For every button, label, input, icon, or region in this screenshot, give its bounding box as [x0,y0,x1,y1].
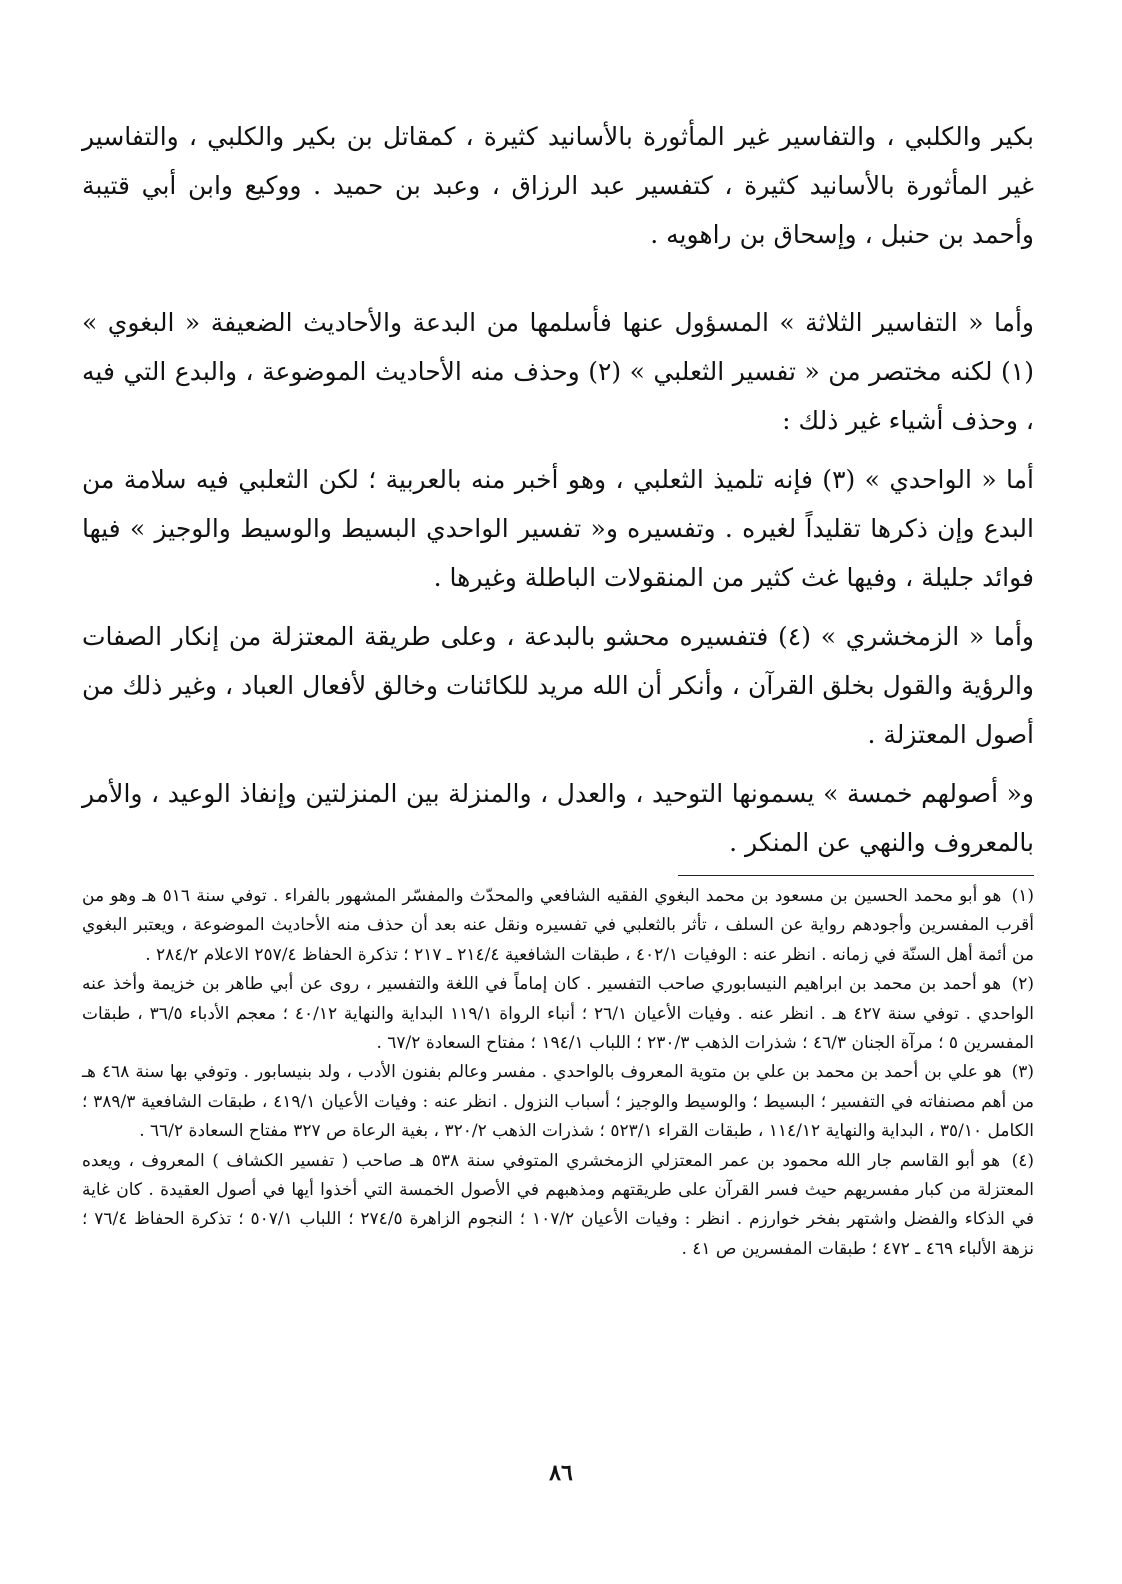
paragraph-3: أما « الواحدي » (٣) فإنه تلميذ الثعلبي ، وهو أخبر منه بالعربية ؛ لكن الثعلبي فيه سلامة من البدع وإن ذكرها تقليداً لغيره . وتفسيره و« تفسير الواحدي البسيط والوسيط والوجيز » فيها فوائد جليلة ، وفيها غث كثير من المنقولات الباطلة وغيرها . [82,465,1035,592]
paragraph-2: وأما « التفاسير الثلاثة » المسؤول عنها فأسلمها من البدعة والأحاديث الضعيفة « البغوي » (١) لكنه مختصر من « تفسير الثعلبي » (٢) وحذف منه الأحاديث الموضوعة ، والبدع التي فيه ، وحذف أشياء غير ذلك : [82,308,1034,435]
paragraph-1: بكير والكلبي ، والتفاسير غير المأثورة بالأسانيد كثيرة ، كمقاتل بن بكير والكلبي ، والتفاسير غير المأثورة بالأسانيد كثيرة ، كتفسير عبد الرزاق ، وعبد بن حميد . ووكيع وابن أبي قتيبة وأحمد بن حنبل ، وإسحاق بن راهويه . [82,122,1034,249]
footnote-text: هو أبو محمد الحسين بن مسعود بن محمد البغوي الفقيه الشافعي والمحدّث والمفسّر المشهور بالفراء . توفي سنة ٥١٦ هـ وهو من أقرب المفسرين وأجودهم رواية عن السلف ، تأثر بالثعلبي في تفسيره ونقل عنه بعد أن حذف منه الأحاديث الموضوعة ، ويعتبر البغوي من أئمة أهل السنّة في زمانه . انظر عنه : الوفيات ٤٠٢/١ ، طبقات الشافعية ٢١٤/٤ ـ ٢١٧ ؛ تذكرة الحفاظ ٢٥٧/٤ الاعلام ٢٨٤/٢ . [82,886,1034,965]
footnote-text: هو أحمد بن محمد بن ابراهيم النيسابوري صاحب التفسير . كان إماماً في اللغة والتفسير ، روى عن أبي طاهر بن خزيمة وأخذ عنه الواحدي . توفي سنة ٤٢٧ هـ . انظر عنه . وفيات الأعيان ٢٦/١ ؛ أنباء الرواة ١١٩/١ البداية والنهاية ٤٠/١٢ ؛ معجم الأدباء ٣٦/٥ ، طبقات المفسرين ٥ ؛ مرآة الجنان ٤٦/٣ ؛ شذرات الذهب ٢٣٠/٣ ؛ اللباب ١٩٤/١ ؛ مفتاح السعادة ٦٧/٢ . [82,974,1034,1054]
main-text [82,112,1034,867]
footnote-1 [82,882,1034,970]
footnotes [82,882,1034,1264]
footnote-number: (٢) [1011,974,1034,995]
footnote-number: (١) [1011,886,1034,906]
footnote-2 [82,970,1034,1058]
footnote-number: (٤) [1011,1150,1034,1171]
footnote-number: (٣) [1011,1062,1035,1083]
paragraph-5: و« أصولهم خمسة » يسمونها التوحيد ، والعدل ، والمنزلة بين المنزلتين وإنفاذ الوعيد ، والأمر بالمعروف والنهي عن المنكر . [82,779,1034,857]
page-number: ٨٦ [549,1460,573,1486]
footnote-text: هو أبو القاسم جار الله محمود بن عمر المعتزلي الزمخشري المتوفي سنة ٥٣٨ هـ صاحب ( تفسير الكشاف ) المعروف ، ويعده المعتزلة من كبار مفسريهم حيث فسر القرآن على طريقتهم ومذهبهم في الأصول الخمسة التي أخذوا أيها في أصول العقيدة . كان غاية في الذكاء والفضل واشتهر بفخر خوارزم . انظر : وفيات الأعيان ١٠٧/٢ ؛ النجوم الزاهرة ٢٧٤/٥ ؛ اللباب ٥٠٧/١ ؛ تذكرة الحفاظ ٧٦/٤ ؛ نزهة الألباء ٤٦٩ ـ ٤٧٢ ؛ طبقات المفسرين ص ٤١ . [82,1150,1034,1259]
footnote-3 [82,1058,1034,1146]
footnote-4 [82,1147,1034,1265]
footnote-text: هو علي بن أحمد بن محمد بن علي بن متوية المعروف بالواحدي . مفسر وعالم بفنون الأدب ، ولد بنيسابور . وتوفي بها سنة ٤٦٨ هـ من أهم مصنفاته في التفسير ؛ البسيط ؛ والوسيط والوجيز ؛ أسباب النزول . انظر عنه : وفيات الأعيان ٤١٩/١ ، طبقات الشافعية ٣٨٩/٣ ؛ الكامل ٣٥/١٠ ، البداية والنهاية ١١٤/١٢ ، طبقات القراء ٥٢٣/١ ؛ شذرات الذهب ٣٢٠/٢ ، بغية الرعاة ص ٣٢٧ مفتاح السعادة ٦٦/٢ . [82,1062,1034,1142]
footnote-divider [678,875,1034,876]
paragraph-4: وأما « الزمخشري » (٤) فتفسيره محشو بالبدعة ، وعلى طريقة المعتزلة من إنكار الصفات والرؤية والقول بخلق القرآن ، وأنكر أن الله مريد للكائنات وخالق لأفعال العباد ، وغير ذلك من أصول المعتزلة . [82,622,1034,749]
